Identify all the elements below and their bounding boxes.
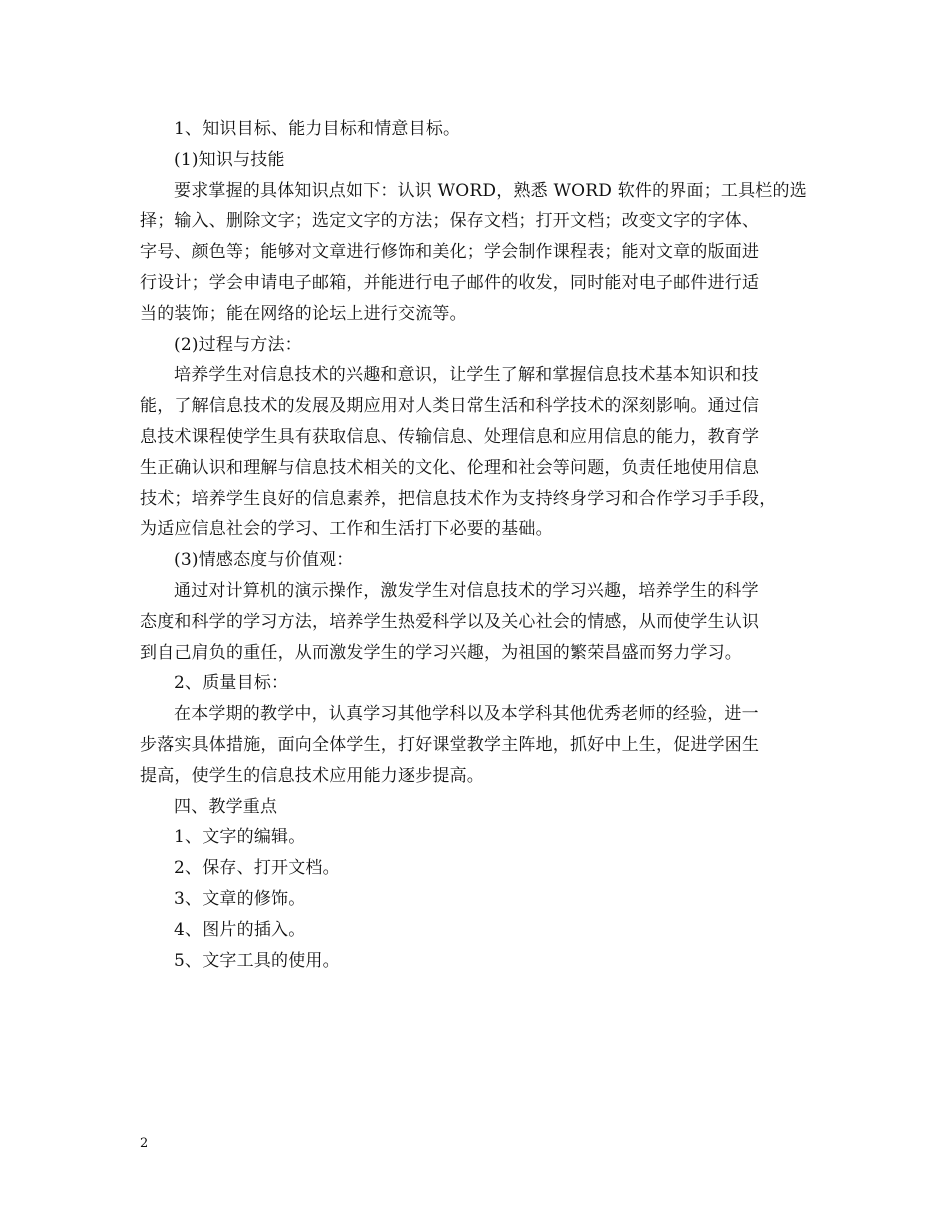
page-number: 2 (140, 1136, 149, 1151)
text-line: 培养学生对信息技术的兴趣和意识，让学生了解和掌握信息技术基本知识和技 (174, 365, 759, 386)
text-line: 行设计；学会申请电子邮箱，并能进行电子邮件的收发，同时能对电子邮件进行适 (140, 272, 760, 293)
text-line: 1、知识目标、能力目标和情意目标。 (174, 119, 461, 139)
text-line: 5、文字工具的使用。 (174, 950, 340, 971)
text-line: 息技术课程使学生具有获取信息、传输信息、处理信息和应用信息的能力，教育学 (140, 426, 760, 447)
text-line: (2)过程与方法： (174, 334, 302, 355)
text-line: 提高，使学生的信息技术应用能力逐步提高。 (140, 765, 484, 786)
text-line: (1)知识与技能 (174, 149, 285, 170)
text-line: 3、文章的修饰。 (174, 888, 306, 909)
text-line: 要求掌握的具体知识点如下：认识 WORD，熟悉 WORD 软件的界面；工具栏的选 (174, 180, 807, 201)
text-line: 为适应信息社会的学习、工作和生活打下必要的基础。 (140, 519, 553, 540)
text-line: 2、质量目标： (174, 673, 289, 694)
text-line: 四、教学重点 (174, 796, 278, 817)
text-line: 2、保存、打开文档。 (174, 858, 340, 879)
text-line: 生正确认识和理解与信息技术相关的文化、伦理和社会等问题，负责任地使用信息 (140, 457, 760, 478)
text-line: 通过对计算机的演示操作，激发学生对信息技术的学习兴趣，培养学生的科学 (174, 580, 759, 601)
document-body (140, 114, 812, 976)
text-line: 步落实具体措施，面向全体学生，打好课堂教学主阵地，抓好中上生，促进学困生 (140, 734, 760, 755)
text-line: 择；输入、删除文字；选定文字的方法；保存文档；打开文档；改变文字的字体、 (140, 211, 760, 232)
text-line: 1、文字的编辑。 (174, 827, 306, 848)
text-line: 当的装饰；能在网络的论坛上进行交流等。 (140, 303, 467, 324)
text-line: 技术；培养学生良好的信息素养，把信息技术作为支持终身学习和合作学习手手段， (140, 488, 777, 509)
text-line: (3)情感态度与价值观： (174, 550, 354, 571)
text-line: 字号、颜色等；能够对文章进行修饰和美化；学会制作课程表；能对文章的版面进 (140, 242, 760, 263)
text-line: 在本学期的教学中，认真学习其他学科以及本学科其他优秀老师的经验，进一 (174, 704, 759, 725)
text-line: 态度和科学的学习方法，培养学生热爱科学以及关心社会的情感，从而使学生认识 (140, 611, 760, 632)
text-line: 能，了解信息技术的发展及期应用对人类日常生活和科学技术的深刻影响。通过信 (140, 396, 760, 417)
text-line: 到自己肩负的重任，从而激发学生的学习兴趣，为祖国的繁荣昌盛而努力学习。 (140, 642, 742, 663)
text-line: 4、图片的插入。 (174, 919, 306, 940)
